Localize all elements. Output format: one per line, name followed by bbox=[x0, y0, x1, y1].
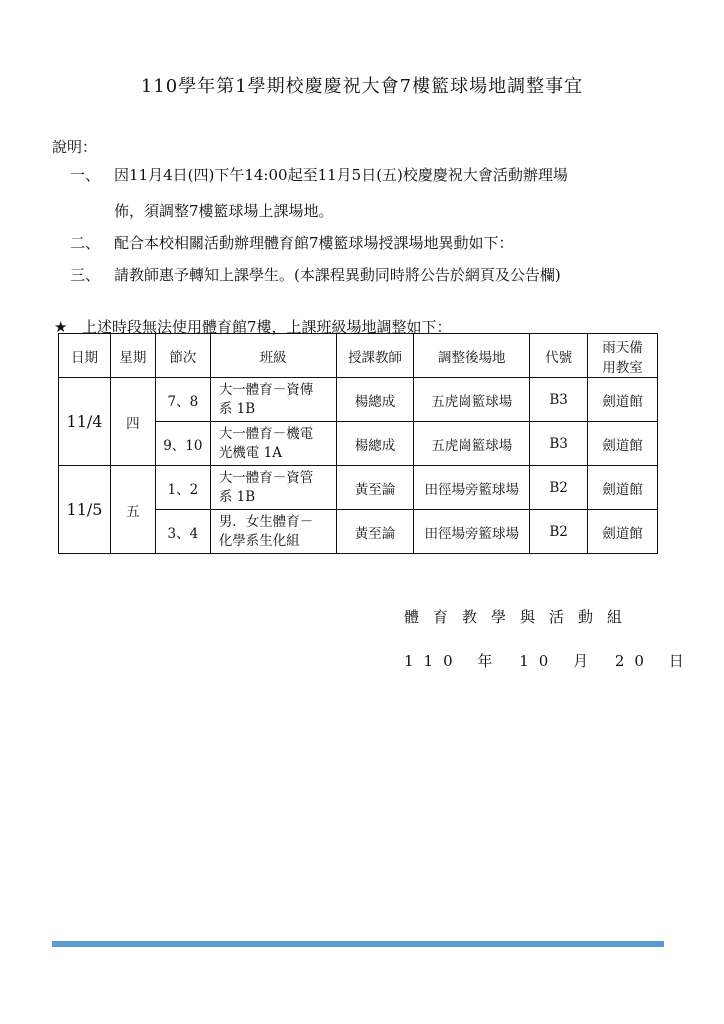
header-date: 日期 bbox=[59, 334, 111, 378]
date-month-unit: 月 bbox=[573, 652, 589, 670]
weekday-cell: 五 bbox=[110, 466, 155, 554]
notice-text: 上述時段無法使用體育館7樓，上課班級場地調整如下： bbox=[82, 318, 452, 336]
period-cell: 9、10 bbox=[155, 422, 210, 466]
header-class: 班級 bbox=[210, 334, 336, 378]
list-item bbox=[70, 162, 568, 188]
rain-room-cell: 劍道館 bbox=[588, 510, 658, 554]
header-weekday: 星期 bbox=[110, 334, 155, 378]
header-rain-line1: 雨天備 bbox=[602, 339, 643, 356]
table-row bbox=[59, 378, 658, 422]
item-number: 三、 bbox=[70, 266, 101, 284]
period-cell: 3、4 bbox=[155, 510, 210, 554]
table-header-row bbox=[59, 334, 658, 378]
class-cell bbox=[210, 510, 336, 554]
class-cell bbox=[210, 378, 336, 422]
code-cell: B3 bbox=[530, 422, 588, 466]
class-line1: 男．女生體育－ bbox=[218, 513, 314, 530]
signature-date bbox=[404, 650, 684, 671]
teacher-cell: 楊總成 bbox=[336, 422, 414, 466]
header-teacher: 授課教師 bbox=[336, 334, 414, 378]
period-cell: 7、8 bbox=[155, 378, 210, 422]
code-cell: B2 bbox=[530, 466, 588, 510]
header-period: 節次 bbox=[155, 334, 210, 378]
item-text: 請教師惠予轉知上課學生。(本課程異動同時將公告於網頁及公告欄) bbox=[114, 266, 561, 284]
date-year: 110 bbox=[404, 652, 463, 670]
teacher-cell: 黃至論 bbox=[336, 510, 414, 554]
item-text-continued: 佈，須調整7樓籃球場上課場地。 bbox=[114, 202, 334, 220]
class-line1: 大一體育－資管 bbox=[218, 469, 314, 486]
date-day: 20 bbox=[614, 652, 654, 670]
weekday-cell: 四 bbox=[110, 378, 155, 466]
class-line2: 化學系生化組 bbox=[218, 532, 300, 549]
date-cell: 11/4 bbox=[59, 378, 111, 466]
document-title: 110學年第1學期校慶慶祝大會7樓籃球場地調整事宜 bbox=[140, 76, 584, 97]
rain-room-cell: 劍道館 bbox=[588, 422, 658, 466]
item-text: 因11月4日(四)下午14:00起至11月5日(五)校慶慶祝大會活動辦理場 bbox=[114, 166, 568, 184]
class-line2: 光機電 1A bbox=[218, 444, 282, 461]
class-line1: 大一體育－資傳 bbox=[218, 381, 314, 398]
header-code: 代號 bbox=[530, 334, 588, 378]
rain-room-cell: 劍道館 bbox=[588, 466, 658, 510]
venue-cell: 田徑場旁籃球場 bbox=[414, 466, 530, 510]
date-month: 10 bbox=[519, 652, 559, 670]
footer-bar bbox=[52, 941, 664, 947]
date-day-unit: 日 bbox=[668, 652, 684, 670]
rain-room-cell: 劍道館 bbox=[588, 378, 658, 422]
date-cell: 11/5 bbox=[59, 466, 111, 554]
class-cell bbox=[210, 422, 336, 466]
period-cell: 1、2 bbox=[155, 466, 210, 510]
item-text: 配合本校相關活動辦理體育館7樓籃球場授課場地異動如下： bbox=[114, 234, 514, 252]
venue-cell: 田徑場旁籃球場 bbox=[414, 510, 530, 554]
star-icon: ★ bbox=[54, 318, 68, 336]
class-cell bbox=[210, 466, 336, 510]
table-row bbox=[59, 466, 658, 510]
teacher-cell: 黃至論 bbox=[336, 466, 414, 510]
explanation-label: 說明： bbox=[52, 138, 98, 156]
venue-cell: 五虎崗籃球場 bbox=[414, 422, 530, 466]
item-number: 一、 bbox=[70, 166, 101, 184]
header-rain-line2: 用教室 bbox=[602, 359, 643, 376]
header-rain-room bbox=[588, 334, 658, 378]
venue-cell: 五虎崗籃球場 bbox=[414, 378, 530, 422]
schedule-table bbox=[58, 333, 658, 554]
teacher-cell: 楊總成 bbox=[336, 378, 414, 422]
class-line2: 系 1B bbox=[218, 488, 256, 505]
department-signature: 體育教學與活動組 bbox=[404, 608, 637, 626]
class-line1: 大一體育－機電 bbox=[218, 425, 314, 442]
header-venue: 調整後場地 bbox=[414, 334, 530, 378]
list-item bbox=[70, 230, 514, 256]
class-line2: 系 1B bbox=[218, 400, 256, 417]
date-year-unit: 年 bbox=[477, 652, 493, 670]
list-item bbox=[70, 262, 561, 288]
item-number: 二、 bbox=[70, 234, 101, 252]
code-cell: B3 bbox=[530, 378, 588, 422]
code-cell: B2 bbox=[530, 510, 588, 554]
